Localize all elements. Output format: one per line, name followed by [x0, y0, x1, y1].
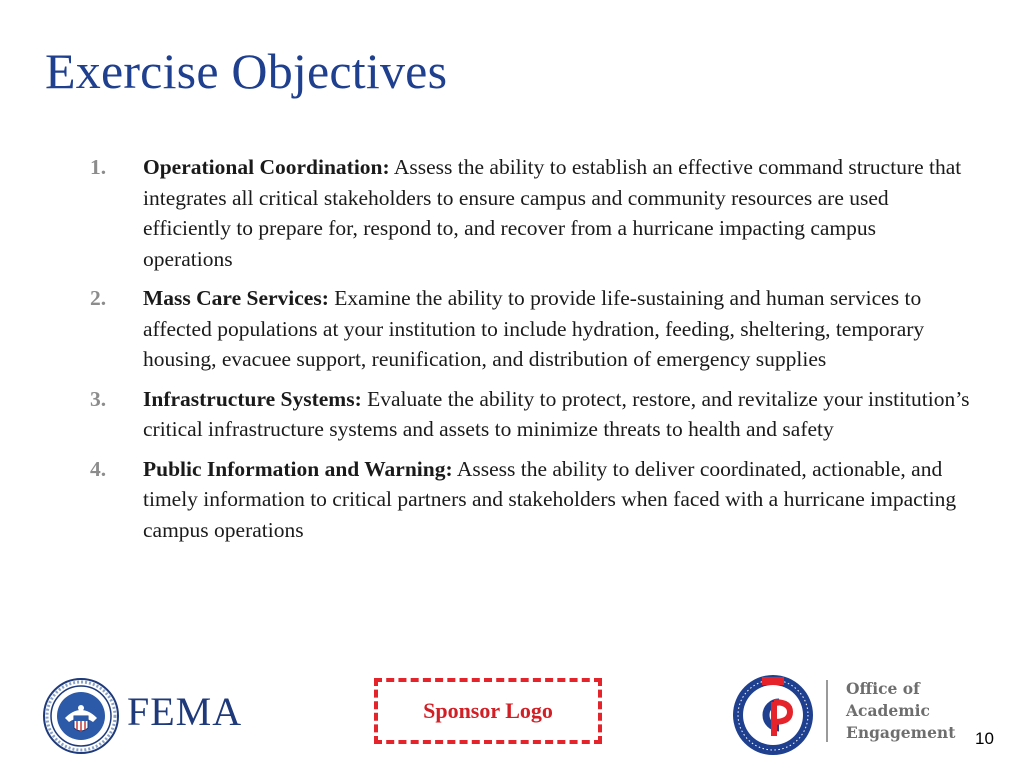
office-of-academic-engagement — [846, 678, 955, 744]
footer-divider — [826, 680, 828, 742]
objective-item — [90, 152, 970, 274]
objective-text: Evaluate the ability to protect, restore, and revitalize your institution’s critical infrastructure systems and assets to minimize threats to health and safety — [143, 386, 970, 441]
office-line: Office of — [846, 679, 920, 698]
objectives-list — [90, 152, 970, 554]
objective-item — [90, 454, 970, 546]
page-number: 10 — [975, 729, 994, 748]
objective-text: Examine the ability to provide life-sustaining and human services to affected populations at your institution to include hydration, feeding, sheltering, temporary housing, evacuee support, reunification, and distribution of emergency supplies — [143, 286, 925, 371]
objective-text: Assess the ability to deliver coordinated, actionable, and timely information to critical partners and stakeholders when faced with a hurricane impacting campus operations — [143, 456, 957, 542]
objective-item — [90, 384, 970, 445]
office-line: Engagement — [846, 723, 956, 742]
objective-number: 1. — [90, 155, 107, 179]
office-line: Academic — [846, 701, 930, 720]
objective-number: 3. — [90, 386, 107, 411]
slide-title: Exercise Objectives — [45, 43, 448, 99]
objective-heading: Public Information and Warning: — [143, 456, 453, 481]
sponsor-logo-placeholder — [374, 678, 602, 744]
objective-heading: Operational Coordination: — [143, 155, 390, 179]
fema-wordmark: FEMA — [127, 689, 243, 734]
objective-number: 2. — [90, 286, 107, 310]
objective-text: Assess the ability to establish an effective command structure that integrates all critical stakeholders to ensure campus and community resources are used efficiently to prepare for, respond to, and recover from a hurricane impacting campus operations — [143, 155, 962, 271]
sponsor-logo-label: Sponsor Logo — [423, 698, 553, 723]
objective-item — [90, 283, 970, 375]
objective-heading: Infrastructure Systems: — [143, 386, 362, 411]
campus-resilience-seal-icon — [732, 674, 814, 756]
dhs-seal-icon — [43, 678, 119, 754]
objective-heading: Mass Care Services: — [143, 286, 329, 310]
objective-number: 4. — [90, 456, 107, 481]
